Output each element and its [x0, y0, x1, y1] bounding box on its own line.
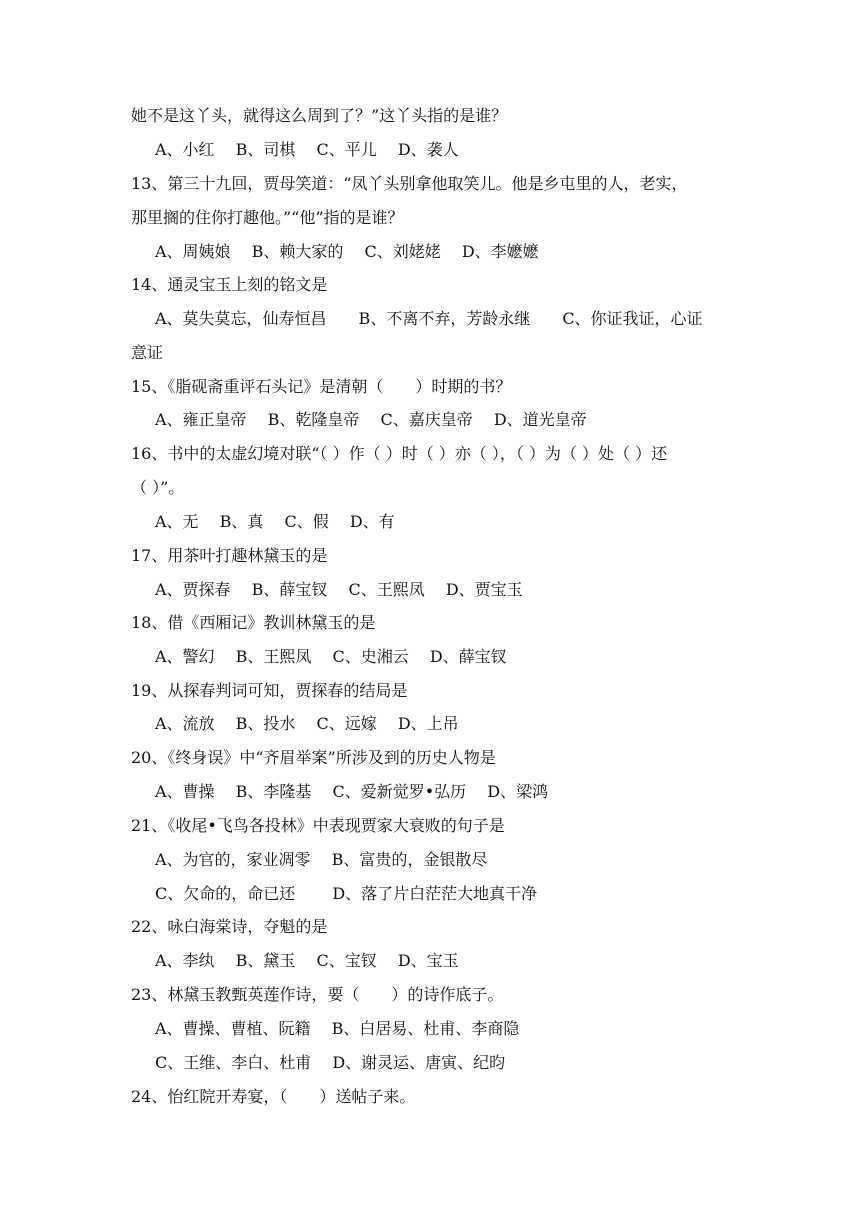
question-18-options: A、警幻 B、王熙凤 C、史湘云 D、薛宝钗: [155, 647, 507, 666]
question-14-options-continuation: 意证: [131, 343, 164, 362]
question-16-text-continuation: （ ）”。: [131, 478, 185, 497]
question-15-options: A、雍正皇帝 B、乾隆皇帝 C、嘉庆皇帝 D、道光皇帝: [155, 410, 587, 429]
question-15-text: 15、《脂砚斋重评石头记》是清朝（ ）时期的书？: [131, 377, 512, 396]
question-13-options: A、周姨娘 B、赖大家的 C、刘姥姥 D、李嬷嬷: [155, 242, 539, 261]
question-23-options-row-2: C、王维、李白、杜甫 D、谢灵运、唐寅、纪昀: [155, 1053, 506, 1072]
question-20-options: A、曹操 B、李隆基 C、爱新觉罗•弘历 D、梁鸿: [155, 782, 549, 801]
question-19-text: 19、从探春判词可知，贾探春的结局是: [131, 681, 408, 700]
question-13-text-continuation: 那里搁的住你打趣他。”“他”指的是谁？: [131, 208, 404, 227]
question-21-options-row-2: C、欠命的，命已还 D、落了片白茫茫大地真干净: [155, 884, 538, 903]
question-22-text: 22、咏白海棠诗，夺魁的是: [131, 917, 328, 936]
question-21-options-row-1: A、为官的，家业凋零 B、富贵的，金银散尽: [155, 850, 488, 869]
question-21-text: 21、《收尾•飞鸟各投林》中表现贾家大衰败的句子是: [131, 816, 505, 835]
question-16-text: 16、书中的太虚幻境对联“（ ）作（ ）时（ ）亦（ ），（ ）为（ ）处（ ）还: [131, 444, 668, 463]
question-22-options: A、李纨 B、黛玉 C、宝钗 D、宝玉: [155, 951, 459, 970]
question-13-text: 13、第三十九回，贾母笑道：“凤丫头别拿他取笑儿。他是乡屯里的人，老实，: [131, 174, 688, 193]
question-19-options: A、流放 B、投水 C、远嫁 D、上吊: [155, 714, 459, 733]
question-18-text: 18、借《西厢记》教训林黛玉的是: [131, 613, 376, 632]
question-17-text: 17、用茶叶打趣林黛玉的是: [131, 546, 328, 565]
question-14-options: A、莫失莫忘，仙寿恒昌 B、不离不弃，芳龄永继 C、你证我证，心证: [155, 309, 703, 328]
question-17-options: A、贾探春 B、薛宝钗 C、王熙凤 D、贾宝玉: [155, 580, 523, 599]
question-16-options: A、无 B、真 C、假 D、有: [155, 512, 395, 531]
question-24-text: 24、怡红院开寿宴，（ ）送帖子来。: [131, 1087, 416, 1106]
question-12-options: A、小红 B、司棋 C、平儿 D、袭人: [155, 140, 459, 159]
question-23-text: 23、林黛玉教甄英莲作诗，要（ ）的诗作底子。: [131, 985, 504, 1004]
question-14-text: 14、通灵宝玉上刻的铭文是: [131, 275, 328, 294]
question-20-text: 20、《终身误》中“齐眉举案”所涉及到的历史人物是: [131, 748, 496, 767]
question-23-options-row-1: A、曹操、曹植、阮籍 B、白居易、杜甫、李商隐: [155, 1019, 520, 1038]
question-12-text-continuation: 她不是这丫头，就得这么周到了？”这丫头指的是谁？: [131, 106, 508, 125]
